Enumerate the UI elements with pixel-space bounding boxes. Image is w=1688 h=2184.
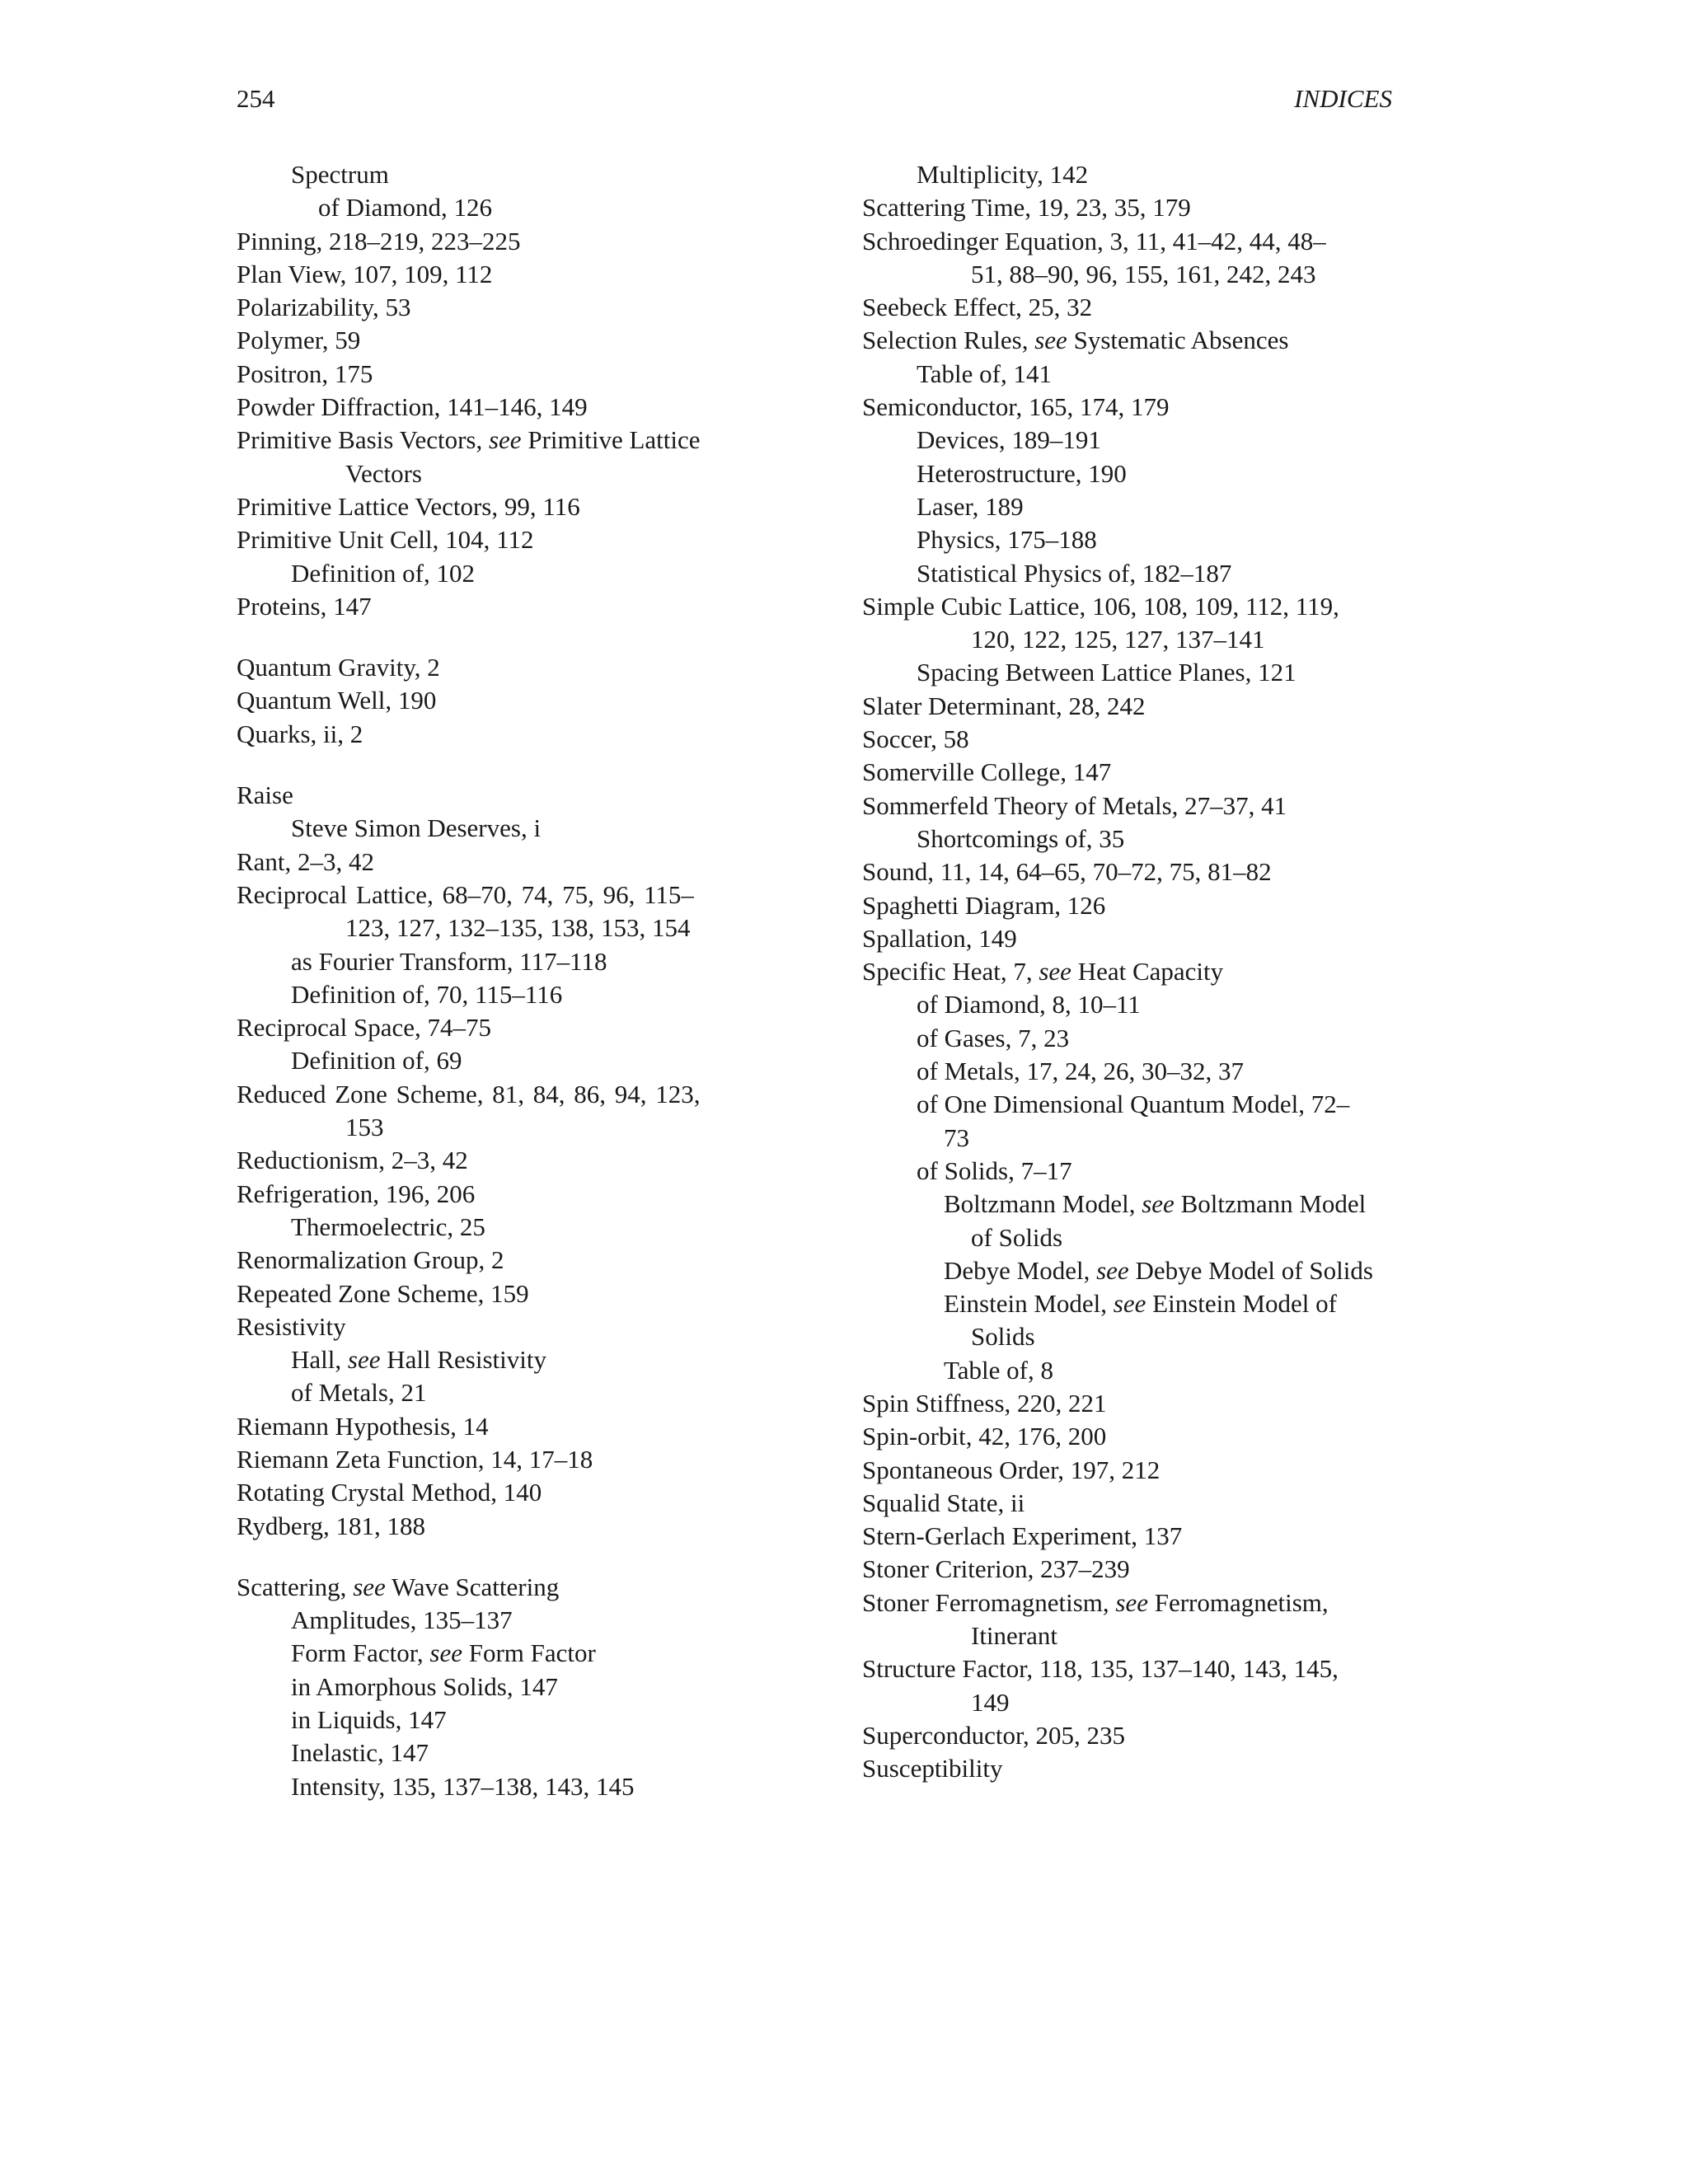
index-entry: Quantum Gravity, 2	[237, 653, 440, 682]
index-subentry: Spacing Between Lattice Planes, 121	[917, 658, 1296, 687]
index-subentry: of One Dimensional Quantum Model, 72–	[917, 1090, 1350, 1119]
index-entry: Slater Determinant, 28, 242	[862, 691, 1146, 720]
index-continuation: 149	[971, 1687, 1010, 1717]
index-entry: Spin Stiffness, 220, 221	[862, 1388, 1107, 1418]
running-head: INDICES	[1294, 84, 1392, 113]
index-continuation: 51, 88–90, 96, 155, 161, 242, 243	[971, 259, 1316, 288]
index-subsubentry: Boltzmann Model, see Boltzmann Model	[944, 1189, 1367, 1219]
index-entry: Seebeck Effect, 25, 32	[862, 293, 1093, 322]
index-entry: Resistivity	[237, 1311, 346, 1341]
index-entry: Proteins, 147	[237, 591, 372, 621]
index-subentry: of Solids, 7–17	[917, 1155, 1072, 1185]
index-entry: Stoner Ferromagnetism, see Ferromagnetism,	[862, 1587, 1329, 1617]
index-continuation: Vectors	[345, 458, 422, 488]
index-entry: Pinning, 218–219, 223–225	[237, 226, 521, 255]
index-subsubentry: Einstein Model, see Einstein Model of	[944, 1289, 1337, 1319]
index-subentry: Definition of, 70, 115–116	[291, 979, 563, 1009]
index-subentry: Heterostructure, 190	[917, 458, 1127, 488]
index-subentry: Definition of, 69	[291, 1046, 462, 1076]
index-entry: Quantum Well, 190	[237, 686, 437, 715]
index-subentry: of Gases, 7, 23	[917, 1023, 1070, 1052]
index-entry: Repeated Zone Scheme, 159	[237, 1278, 529, 1308]
index-entry: Spallation, 149	[862, 923, 1017, 953]
index-entry: Riemann Hypothesis, 14	[237, 1411, 489, 1441]
index-entry: Spaghetti Diagram, 126	[862, 890, 1106, 920]
index-entry: Stern-Gerlach Experiment, 137	[862, 1521, 1183, 1551]
index-entry: Superconductor, 205, 235	[862, 1720, 1126, 1750]
index-entry: Reduced Zone Scheme, 81, 84, 86, 94, 123,	[237, 1079, 701, 1108]
index-subentry: in Liquids, 147	[291, 1705, 447, 1735]
index-subentry: Inelastic, 147	[291, 1738, 429, 1768]
index-entry: Squalid State, ii	[862, 1488, 1025, 1517]
index-subentry: of Diamond, 8, 10–11	[917, 990, 1141, 1019]
index-subentry: Physics, 175–188	[917, 525, 1097, 555]
index-continuation: Solids	[971, 1322, 1035, 1352]
index-subentry: Amplitudes, 135–137	[291, 1605, 513, 1635]
index-entry: Somerville College, 147	[862, 757, 1112, 787]
index-continuation: 123, 127, 132–135, 138, 153, 154	[345, 913, 691, 943]
index-subentry: Statistical Physics of, 182–187	[917, 558, 1232, 588]
index-continuation: 153	[345, 1113, 384, 1142]
index-entry: Spontaneous Order, 197, 212	[862, 1455, 1160, 1484]
index-subentry: Table of, 141	[917, 359, 1052, 388]
index-subentry: as Fourier Transform, 117–118	[291, 946, 607, 976]
index-entry: Semiconductor, 165, 174, 179	[862, 392, 1170, 422]
index-subentry: Devices, 189–191	[917, 425, 1101, 455]
index-entry: Sommerfeld Theory of Metals, 27–37, 41	[862, 790, 1287, 820]
index-subentry: Steve Simon Deserves, i	[291, 813, 542, 843]
index-entry: Positron, 175	[237, 359, 373, 388]
index-subentry: of Metals, 17, 24, 26, 30–32, 37	[917, 1057, 1244, 1086]
index-entry: Sound, 11, 14, 64–65, 70–72, 75, 81–82	[862, 857, 1272, 887]
index-subentry: Intensity, 135, 137–138, 143, 145	[291, 1771, 635, 1801]
index-entry: Stoner Criterion, 237–239	[862, 1554, 1130, 1584]
index-entry: Rant, 2–3, 42	[237, 846, 375, 876]
index-entry: Reciprocal Space, 74–75	[237, 1013, 492, 1043]
index-continuation: of Solids	[971, 1222, 1063, 1252]
index-entry: Reductionism, 2–3, 42	[237, 1146, 468, 1175]
index-entry: Refrigeration, 196, 206	[237, 1179, 476, 1208]
index-entry: Susceptibility	[862, 1754, 1003, 1783]
index-subentry: Form Factor, see Form Factor	[291, 1638, 596, 1668]
index-entry: Quarks, ii, 2	[237, 719, 363, 748]
index-entry: Primitive Lattice Vectors, 99, 116	[237, 491, 580, 521]
index-entry: Spectrum	[291, 160, 389, 189]
index-subentry: of Metals, 21	[291, 1378, 427, 1408]
index-subentry: Hall, see Hall Resistivity	[291, 1345, 546, 1375]
index-entry: Rotating Crystal Method, 140	[237, 1478, 542, 1507]
index-entry: Specific Heat, 7, see Heat Capacity	[862, 957, 1224, 987]
index-subentry: Shortcomings of, 35	[917, 823, 1125, 853]
index-entry: Rydberg, 181, 188	[237, 1511, 425, 1540]
index-entry: Renormalization Group, 2	[237, 1245, 504, 1275]
index-entry: Powder Diffraction, 141–146, 149	[237, 392, 588, 422]
index-entry: Raise	[237, 780, 293, 810]
index-entry: Polymer, 59	[237, 326, 361, 355]
index-subsubentry: Table of, 8	[944, 1355, 1053, 1385]
index-subentry: in Amorphous Solids, 147	[291, 1671, 558, 1701]
index-subentry: Thermoelectric, 25	[291, 1212, 485, 1241]
index-column-left	[237, 158, 781, 1803]
page-number: 254	[237, 84, 275, 113]
index-subsubentry: Debye Model, see Debye Model of Solids	[944, 1255, 1373, 1285]
index-subentry: Laser, 189	[917, 491, 1024, 521]
index-entry: Plan View, 107, 109, 112	[237, 259, 493, 288]
index-subentry: of Diamond, 126	[318, 193, 492, 223]
index-continuation: Itinerant	[971, 1621, 1058, 1651]
index-entry: Structure Factor, 118, 135, 137–140, 143, 145,	[862, 1654, 1339, 1684]
index-entry: Soccer, 58	[862, 724, 969, 754]
index-entry: Scattering Time, 19, 23, 35, 179	[862, 193, 1191, 223]
index-subentry: Multiplicity, 142	[917, 160, 1089, 189]
index-entry: Scattering, see Wave Scattering	[237, 1572, 560, 1601]
index-entry: Primitive Unit Cell, 104, 112	[237, 525, 534, 555]
index-entry: Primitive Basis Vectors, see Primitive Lattice	[237, 425, 701, 455]
index-continuation: 73	[944, 1122, 969, 1152]
index-entry: Reciprocal Lattice, 68–70, 74, 75, 96, 115–	[237, 879, 694, 909]
index-column-right	[862, 158, 1439, 1786]
index-entry: Selection Rules, see Systematic Absences	[862, 326, 1289, 355]
index-continuation: 120, 122, 125, 127, 137–141	[971, 625, 1265, 654]
index-entry: Riemann Zeta Function, 14, 17–18	[237, 1444, 593, 1474]
index-subentry: Definition of, 102	[291, 558, 475, 588]
index-entry: Spin-orbit, 42, 176, 200	[862, 1422, 1107, 1451]
index-entry: Simple Cubic Lattice, 106, 108, 109, 112, 119,	[862, 591, 1339, 621]
index-entry: Polarizability, 53	[237, 293, 411, 322]
index-entry: Schroedinger Equation, 3, 11, 41–42, 44, 48–	[862, 226, 1326, 255]
